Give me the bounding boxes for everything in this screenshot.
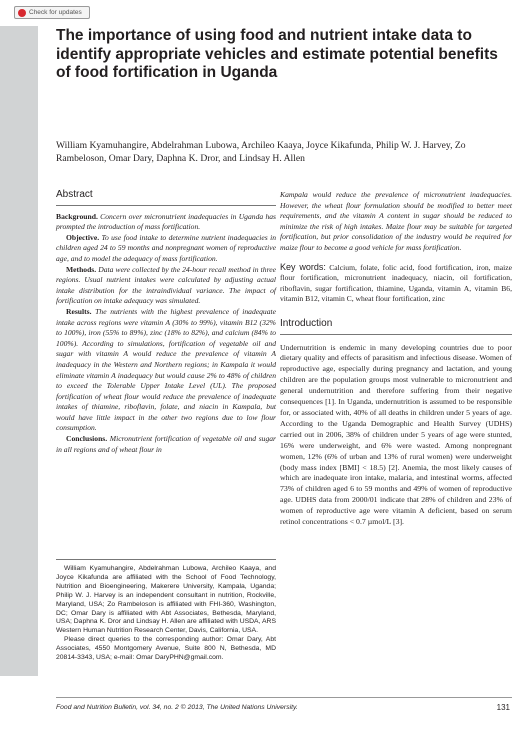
check-for-updates-badge[interactable] [14, 6, 90, 19]
page-number: 131 [496, 703, 510, 712]
abstract-methods [56, 265, 276, 307]
results-label: Results. [66, 306, 92, 316]
abstract-background [56, 212, 276, 233]
author-list: William Kyamuhangire, Abdelrahman Lubowa, Archileo Kaaya, Joyce Kikafunda, Philip W. J. Harvey, Zo Rambeloson, Omar Dary, Daphna K. Dror, and Lindsay H. Allen [56, 140, 466, 164]
badge-label: Check for updates [29, 9, 82, 16]
abstract-body [56, 212, 276, 456]
abstract-objective [56, 233, 276, 265]
keywords [280, 262, 512, 305]
background-text: Concern over micronutrient inadequacies in Uganda has prompted the introduction of mass fortification. [56, 211, 276, 232]
update-icon [18, 9, 26, 17]
abstract-results [56, 307, 276, 434]
objective-text: To use food intake to determine nutrient inadequacies in children aged 24 to 59 months and nonpregnant women of reproductive age, and to model the adequacy of mass fortification. [56, 232, 276, 263]
left-column [56, 190, 276, 455]
background-label: Background. [56, 211, 98, 221]
keywords-text: Calcium, folate, folic acid, food fortification, iron, maize flour fortification, micronutrient inadequacy, niacin, oil fortification, riboflavin, sugar fortification, thiamine, Uganda, vitamin A, vitamin B6, vitamin B12, vitamin C, wheat flour fortification, zinc [280, 262, 512, 304]
affiliations-text: William Kyamuhangire, Abdelrahman Lubowa, Archileo Kaaya, and Joyce Kikafunda are affiliated with the School of Food Technology, Nutrition and Bioengineering, Makerere University, Kampala, Uganda; Philip W. J. Harvey is an independent consultant in nutrition, Rockville, Maryland, USA; Zo Rambeloson is affiliated with FHI-360, Washington, DC; Omar Dary is affiliated with Abt Associates, Bethesda, Maryland, USA; Daphna K. Dror and Lindsay H. Allen are affiliated with USDA, ARS Western Human Nutrition Research Center, Davis, California, USA. [56, 565, 276, 635]
keywords-label: Key words: [280, 261, 326, 272]
abstract-conclusions [56, 434, 276, 455]
author-footnote [56, 559, 276, 663]
introduction-text: Undernutrition is endemic in many developing countries due to poor dietary quality and effects of parasitism and infectious disease. Women of reproductive age, especially during pregnancy and lactation, and young children are the population groups most vulnerable to micronutrient and general undernutrition and therefore suffering from their negative consequences [1]. In Uganda, undernutrition is assumed to be responsible for, or associated with, 40% of all deaths in children under 5 years of age. According to the Uganda Demographic and Health Survey (UDHS) carried out in 2006, 38% of children under 5 years of age were stunted, 16% were underweight, and 6% were wasted. Among nonpregnant women, 12% (6% of urban and 13% of rural women) were underweight (body mass index [BMI] < 18.5) [2]. Anemia, the most likely causes of which are inadequate iron intake, malaria, and intestinal worms, affected 73% of children aged 6 to 59 months and 49% of women of reproductive age. UDHS data from 2000/01 indicate that 28% of children and 23% of women of reproductive age were vitamin A deficient, based on serum retinol concentrations < 0.7 µmol/L [3]. [280, 342, 512, 527]
journal-citation: Food and Nutrition Bulletin, vol. 34, no. 2 © 2013, The United Nations University. [56, 704, 298, 711]
right-column [280, 190, 512, 528]
conclusions-text: Micronutrient fortification of vegetable oil and sugar in all regions and of wheat flour in [56, 434, 276, 454]
conclusions-label: Conclusions. [66, 434, 108, 444]
sidebar-stripe [0, 26, 38, 676]
introduction-heading: Introduction [280, 319, 512, 335]
abstract-heading: Abstract [56, 190, 276, 206]
results-text: The nutrients with the highest prevalence of inadequate intake across regions were vitamin A (30% to 99%), vitamin B12 (32% to 100%), iron (55% to 89%), zinc (18% to 82%), and calcium (84% to 100%). According to simulations, fortification of vegetable oil and sugar with vitamin A would reduce the prevalence of vitamin A inadequacy in the Western and Northern regions; in Kampala it would eliminate vitamin A inadequacy but would cause 2% to 48% of children to exceed the Tolerable Upper Intake Level (UL). The proposed fortification of wheat flour would reduce the prevalence of inadequate intakes of thiamine, riboflavin, folate, and niacin in Kampala, but would have little impact in the other two regions due to low flour consumption. [56, 306, 276, 433]
conclusions-continued: Kampala would reduce the prevalence of micronutrient inadequacies. However, the wheat flour formulation should be modified to better meet requirements, and the vitamin A content in sugar should be reduced to minimize the risk of high intakes. Maize flour may be suitable for targeted fortification, but prior consolidation of the industry would be required for maize flour to become a good vehicle for mass fortification. [280, 190, 512, 252]
footer-divider [56, 697, 512, 698]
methods-label: Methods. [66, 264, 97, 274]
correspondence-text: Please direct queries to the corresponding author: Omar Dary, Abt Associates, 4550 Montgomery Avenue, Suite 800 N, Bethesda, MD 20814-3343, USA; e-mail: Omar DaryPHN@gmail.com. [56, 636, 276, 662]
abstract-continued [280, 190, 512, 254]
objective-label: Objective. [66, 232, 100, 242]
article-title: The importance of using food and nutrient intake data to identify appropriate vehicles and estimate potential benefits of food fortification in Uganda [56, 27, 498, 81]
methods-text: Data were collected by the 24-hour recall method in three regions. Usual nutrient intakes were calculated by adjusting actual intake distribution for the intraindividual variance. The impact of fortification on intake adequacy was simulated. [56, 264, 276, 306]
